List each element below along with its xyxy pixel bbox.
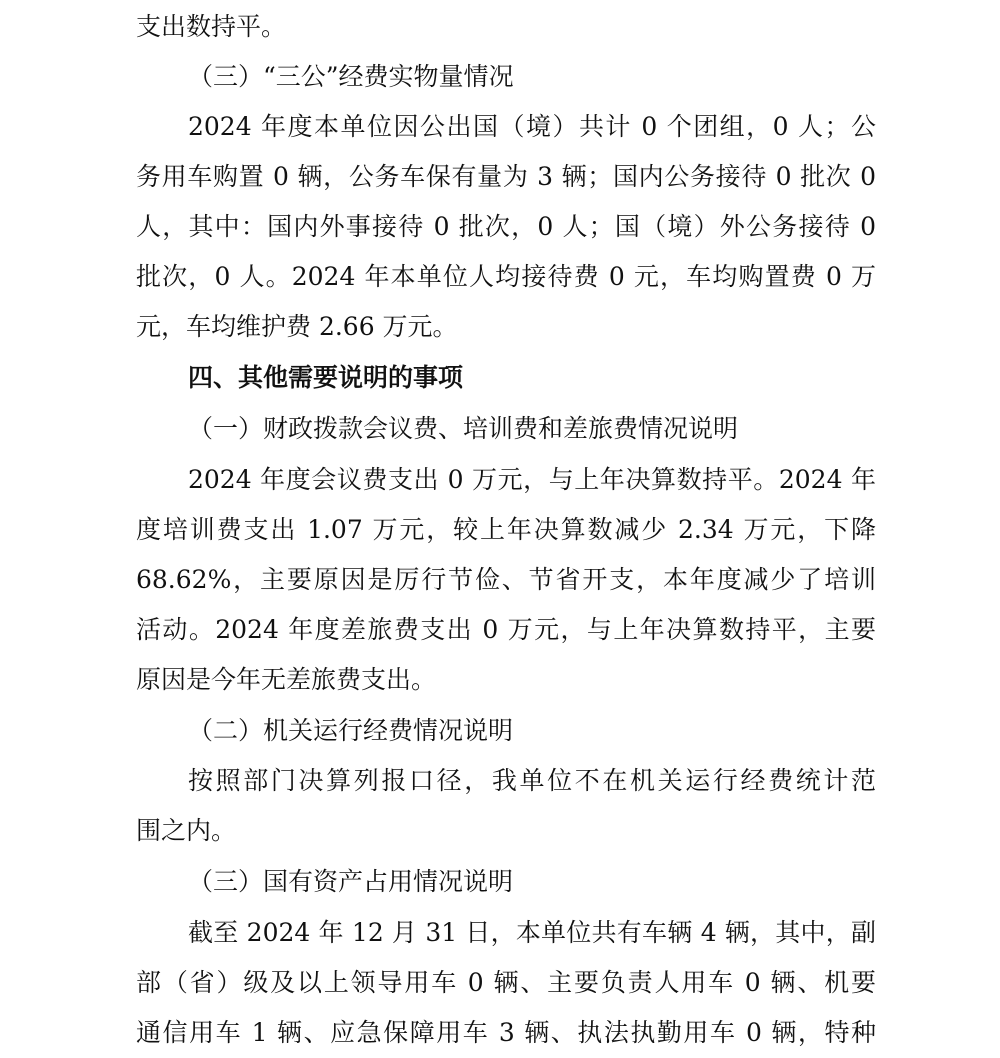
- text-line: 部（省）级及以上领导用车 0 辆、主要负责人用车 0 辆、机要: [136, 968, 876, 997]
- text-line: 2024 年度本单位因公出国（境）共计 0 个团组，0 人；公: [188, 112, 876, 141]
- text-line: 2024 年度会议费支出 0 万元，与上年决算数持平。2024 年: [188, 465, 876, 494]
- text-line: 按照部门决算列报口径，我单位不在机关运行经费统计范: [188, 766, 876, 795]
- section-heading: （三）国有资产占用情况说明: [188, 867, 514, 896]
- text-line: 务用车购置 0 辆，公务车保有量为 3 辆；国内公务接待 0 批次 0: [136, 162, 876, 191]
- text-line: 元，车均维护费 2.66 万元。: [136, 312, 458, 341]
- section-heading: （一）财政拨款会议费、培训费和差旅费情况说明: [188, 414, 739, 443]
- section-heading: （三）“三公”经费实物量情况: [188, 62, 514, 91]
- text-line: 围之内。: [136, 816, 237, 845]
- text-line: 度培训费支出 1.07 万元，较上年决算数减少 2.34 万元，下降: [136, 515, 876, 544]
- text-line: 截至 2024 年 12 月 31 日，本单位共有车辆 4 辆，其中，副: [188, 918, 876, 947]
- chapter-heading: 四、其他需要说明的事项: [188, 363, 464, 392]
- text-line: 批次，0 人。2024 年本单位人均接待费 0 元，车均购置费 0 万: [136, 262, 876, 291]
- text-line: 活动。2024 年度差旅费支出 0 万元，与上年决算数持平，主要: [136, 615, 876, 644]
- text-line: 人，其中：国内外事接待 0 批次，0 人；国（境）外公务接待 0: [136, 212, 876, 241]
- text-line: 支出数持平。: [136, 12, 287, 41]
- text-line: 68.62%，主要原因是厉行节俭、节省开支，本年度减少了培训: [136, 565, 876, 594]
- text-line: 原因是今年无差旅费支出。: [136, 665, 437, 694]
- text-line: 通信用车 1 辆、应急保障用车 3 辆、执法执勤用车 0 辆，特种: [136, 1018, 876, 1047]
- section-heading: （二）机关运行经费情况说明: [188, 716, 514, 745]
